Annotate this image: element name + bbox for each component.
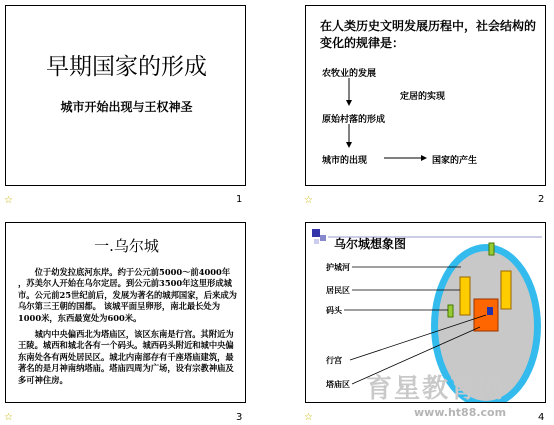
slide-1[interactable] [5,5,246,186]
slide-3-paragraph-2: 城内中央偏西北为塔庙区，该区东南是行宫。其附近为王陵。城西和城北各有一个码头。城西码头附近和城中央偏东南处各有两处居民区。城北内南部存有千座塔庙建筑，最著名的是月神南纳塔庙。塔庙四周为广场，设有宗教神庙及多可神住房。 [18,329,234,385]
slide-2-title: 在人类历史文明发展历程中，社会结构的变化的规律是： [320,19,537,50]
watermark-text: 育星教育网 [366,374,507,404]
residential-block-west [460,277,470,315]
star-icon: ☆ [304,195,313,206]
slide-2-number: 2 [538,194,545,205]
label-residential: 居民区 [326,285,350,295]
flow-step-agriculture: 农牧业的发展 [322,69,377,79]
palace-block [487,307,493,315]
flow-step-village: 原始村落的形成 [322,115,386,125]
slide-3-title: 一.乌尔城 [94,237,159,255]
slide-1-number: 1 [236,194,243,205]
star-icon: ☆ [304,412,313,423]
watermark-url: www.ht88.com [414,406,507,419]
dock-north [489,243,494,255]
slide-2[interactable] [305,5,546,186]
residential-block-east [501,271,511,309]
slide-3-paragraph-1: 位于幼发拉底河东岸。约于公元前5000～前4000年 ，苏美尔人开始在乌尔定居。到公元前3500年这里形成城市。公元前25世纪前后，发展为著名的城邦国家，后来成为乌尔第三王朝的国都。 该城平面呈卵形，南北最长处为1000米，东西最宽处为600米。 [18,267,237,323]
slide-3-body [18,267,240,391]
flow-step-state: 国家的产生 [432,156,478,166]
slide-1-title: 早期国家的形成 [46,54,207,80]
star-icon: ☆ [4,195,13,206]
label-temple: 塔庙区 [326,379,350,389]
star-icon: ☆ [4,412,13,423]
flow-step-city: 城市的出现 [322,156,368,166]
flow-side-settlement: 定居的实现 [400,92,446,102]
slide-4-title: 乌尔城想象图 [334,237,407,251]
flow-arrows [306,6,546,186]
label-dock: 码头 [326,305,342,315]
slide-3-number: 3 [236,412,243,423]
slide-4-number: 4 [538,412,545,423]
dock-west [448,305,453,317]
slide-1-subtitle: 城市开始出现与王权神圣 [60,100,193,114]
label-palace: 行宫 [326,355,342,365]
slide-3[interactable] [5,222,246,403]
label-moat: 护城河 [326,262,350,272]
